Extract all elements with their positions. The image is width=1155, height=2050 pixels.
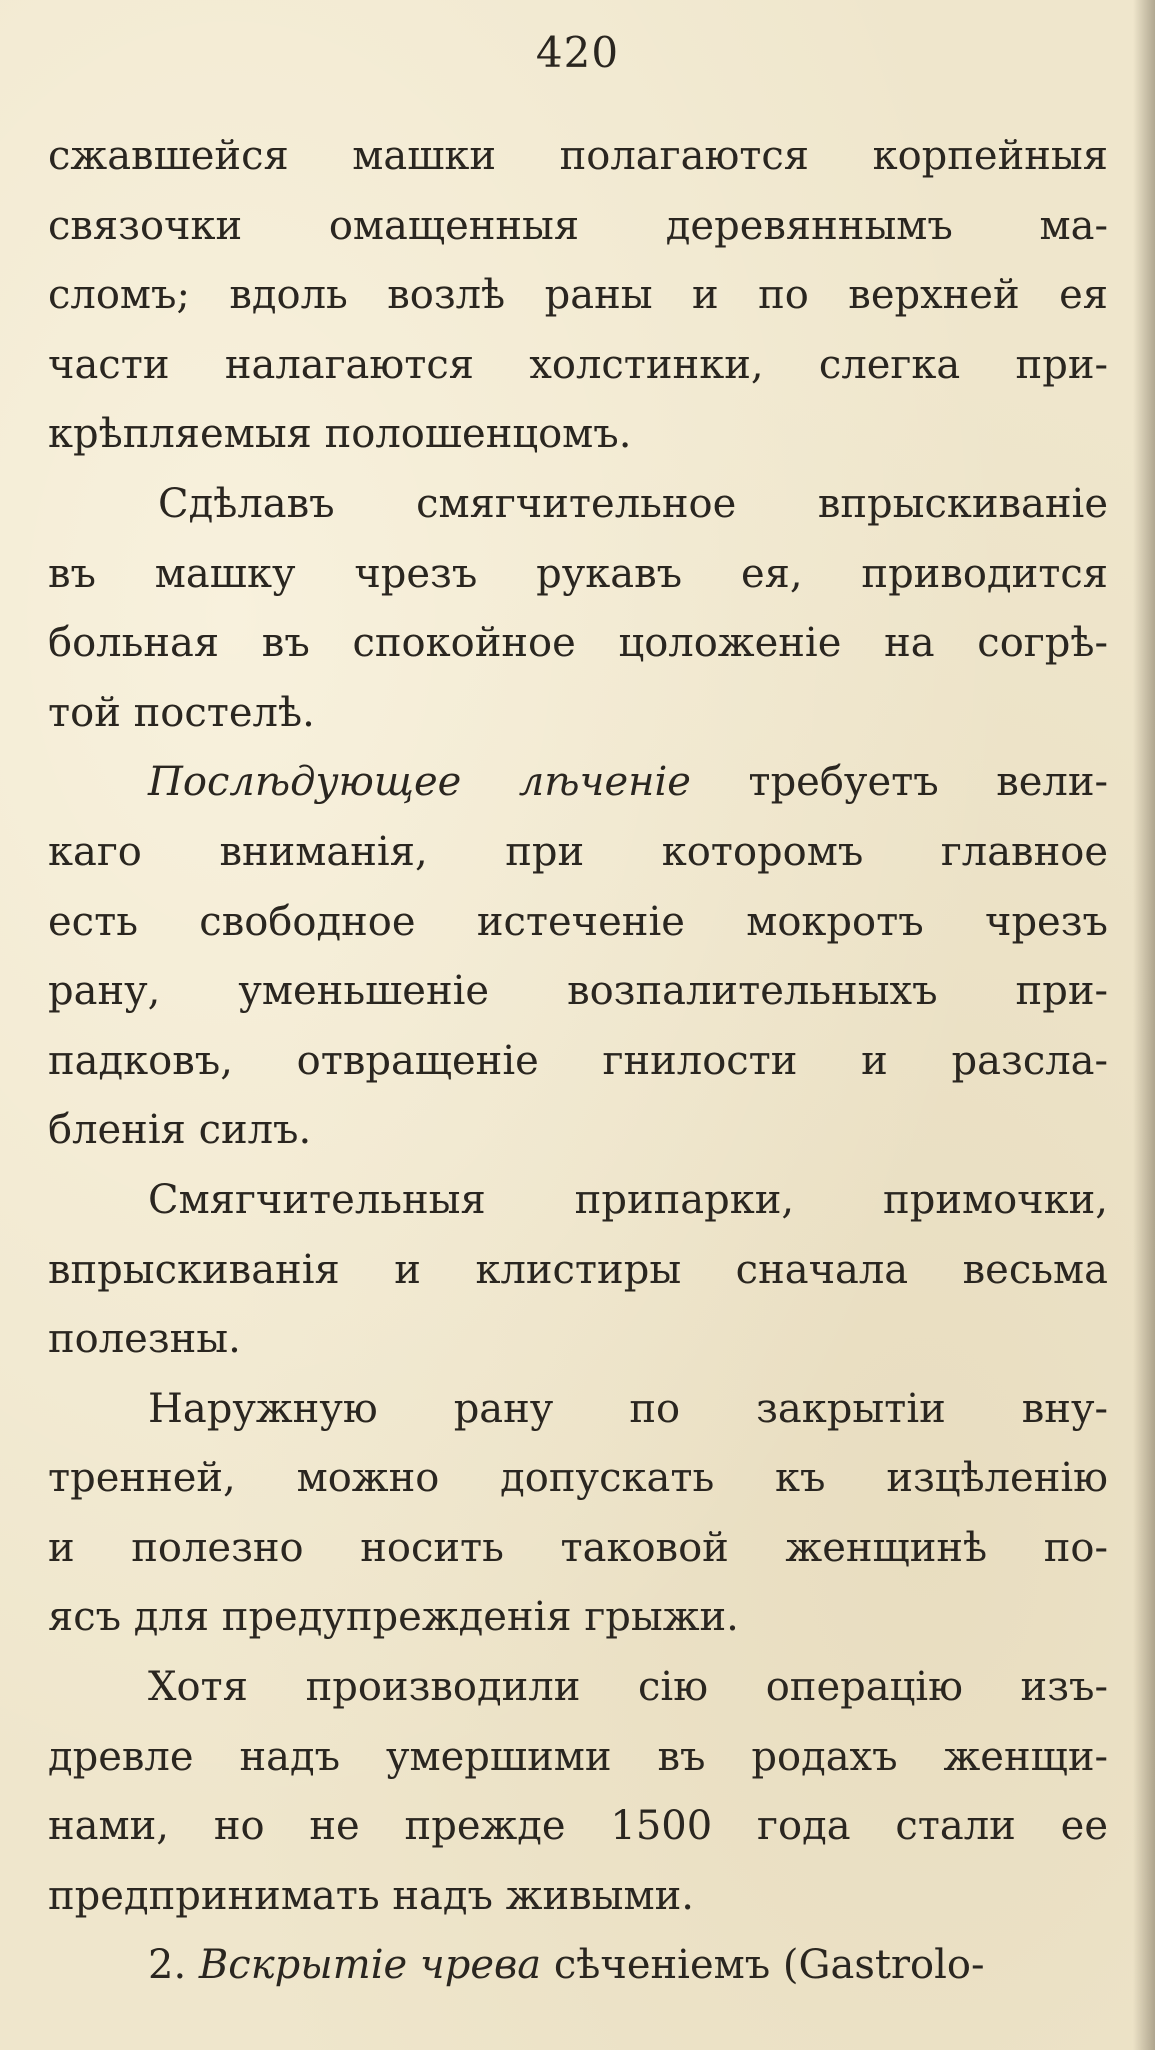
text-line: предпринимать надъ живыми. [48, 1872, 694, 1919]
text-line: древле надъ умершими въ родахъ женщи- [48, 1733, 1108, 1780]
text-span: сѣченіемъ (Gastrolo- [541, 1942, 985, 1989]
text-line: сломъ; вдоль возлѣ раны и по верхней ея [48, 272, 1108, 319]
italic-term: Послѣдующее лѣченіе [148, 759, 691, 806]
text-line: ясъ для предупрежденія грыжи. [48, 1594, 739, 1641]
text-line: тренней, можно допускать къ изцѣленію [48, 1455, 1108, 1502]
text-line: въ машку чрезъ рукавъ ея, приводится [48, 550, 1108, 597]
text-line [48, 748, 1108, 818]
italic-term: Вскрытіе чрева [198, 1942, 542, 1989]
text-line: сжавшейся машки полагаются корпейныя [48, 133, 1108, 179]
text-line: каго вниманія, при которомъ главное [48, 828, 1108, 875]
text-line: и полезно носить таковой женщинѣ по- [48, 1524, 1108, 1571]
text-line: части налагаются холстинки, слегка при- [48, 341, 1108, 388]
text-line: полезны. [48, 1316, 241, 1363]
text-line: крѣпляемыя полошенцомъ. [48, 411, 632, 458]
text-span: 2. [148, 1942, 199, 1989]
text-line: нами, но не прежде 1500 года стали ее [48, 1803, 1108, 1850]
text-line: Сдѣлавъ смягчительное впрыскиваніе [158, 480, 1108, 527]
text-line: впрыскиванія и клистиры сначала весьма [48, 1246, 1108, 1293]
text-line [48, 1931, 1108, 2001]
text-line: Хотя производили сію операцію изъ- [148, 1664, 1108, 1711]
text-line: рану, уменьшеніе возпалительныхъ при- [48, 968, 1108, 1015]
text-line: бленія силъ. [48, 1107, 312, 1154]
text-span: требуетъ вели- [690, 759, 1108, 806]
text-line: Наружную рану по закрытіи вну- [148, 1385, 1108, 1432]
page-edge-shadow [1133, 0, 1155, 2050]
text-line: больная въ спокойное цоложеніе на согрѣ- [48, 620, 1108, 667]
page-number: 420 [535, 28, 620, 77]
text-line: той постелѣ. [48, 689, 315, 736]
text-line: связочки омащенныя деревяннымъ ма- [48, 202, 1108, 249]
text-line: падковъ, отвращеніе гнилости и разсла- [48, 1037, 1108, 1084]
body-text [48, 122, 1108, 2001]
text-line: есть свободное истеченіе мокротъ чрезъ [48, 898, 1108, 945]
text-line: Смягчительныя припарки, примочки, [148, 1176, 1108, 1223]
